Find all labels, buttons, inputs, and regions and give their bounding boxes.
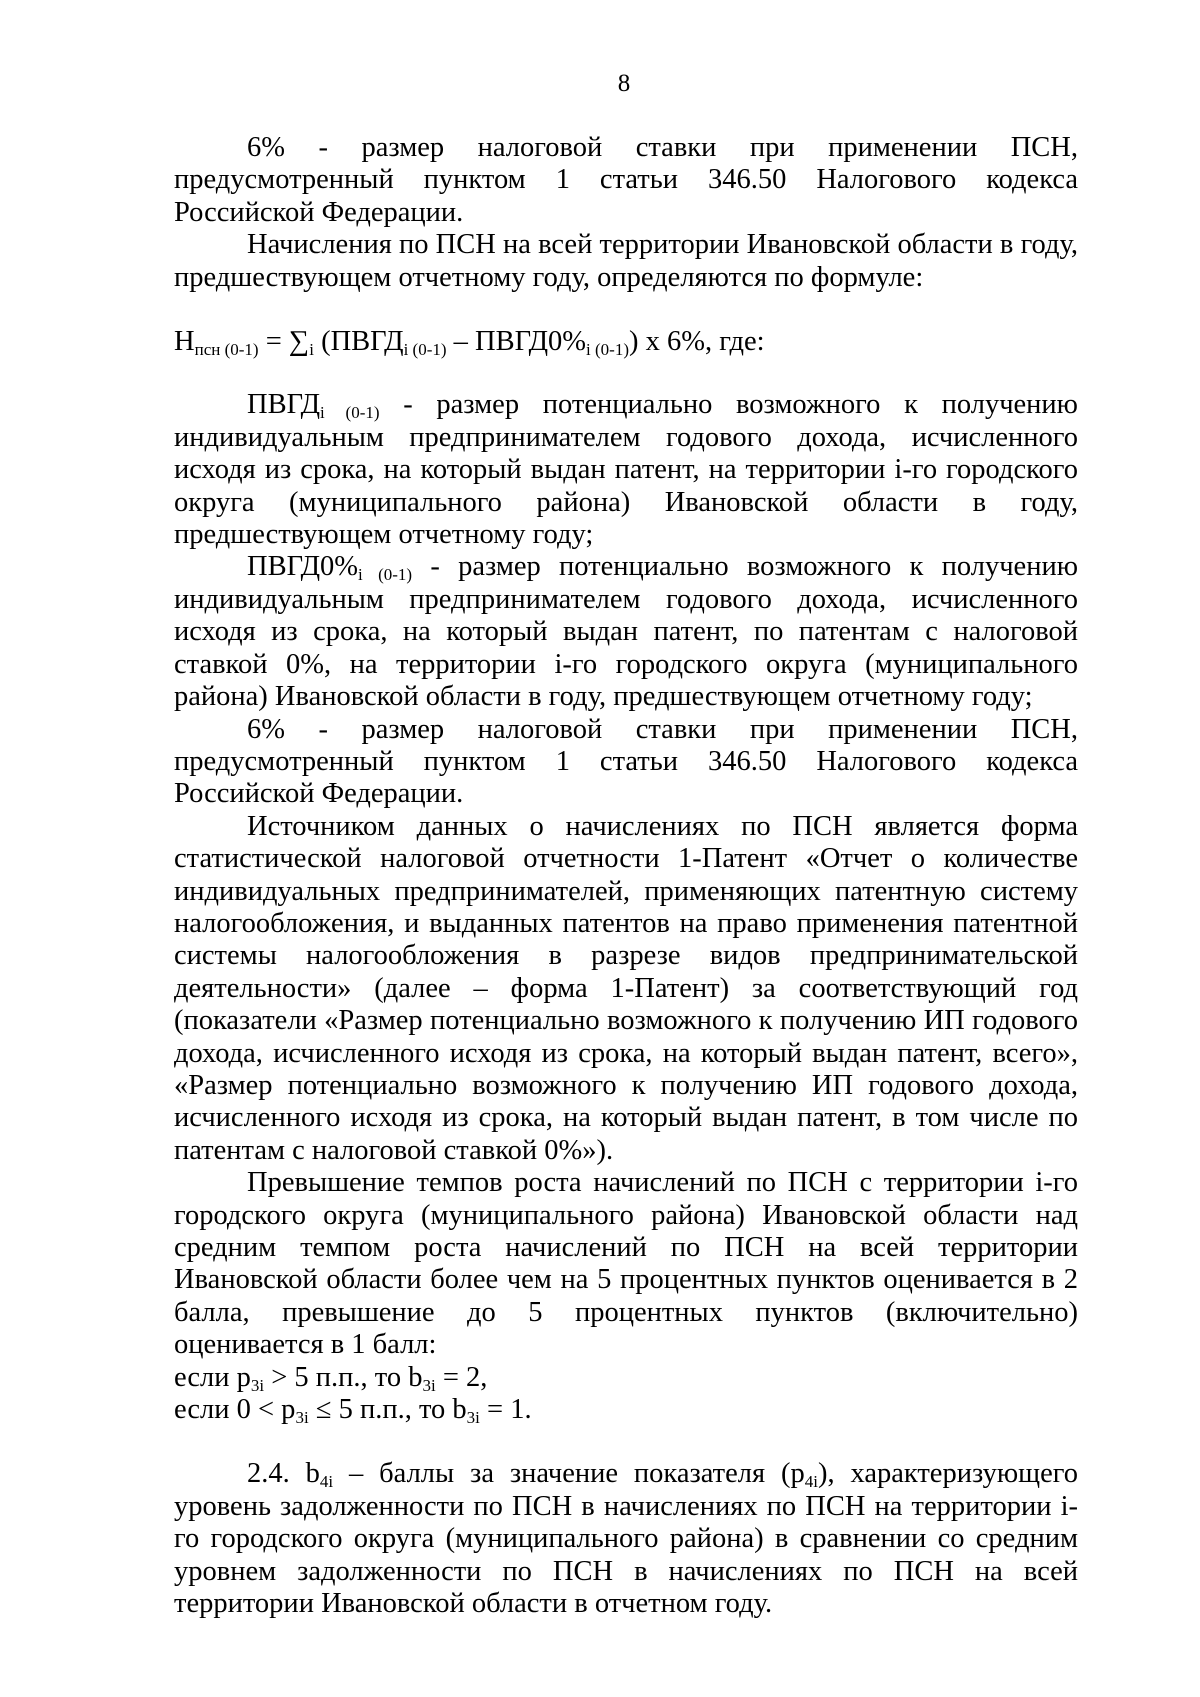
paragraph-data-source: Источником данных о начислениях по ПСН является форма статистической налоговой отчетности 1-Патент «Отчет о количестве индивидуальных предпринимателей, применяющих патентную систему налогообложения, и выданных патентов на право применения патентной системы налогообложения в разрезе видов предпринимательской деятельности» (далее – форма 1-Патент) за соответствующий год (показатели «Размер потенциально возможного к получению ИП годового дохода, исчисленного исходя из срока, на который выдан патент, всего», «Размер потенциально возможного к получению ИП годового дохода, исчисленного исходя из срока, на который выдан патент, в том числе по патентам с налоговой ставкой 0%»). bbox=[174, 810, 1078, 1166]
paragraph-accruals-intro: Начисления по ПСН на всей территории Ивановской области в году, предшествующем отчетному году, определяются по формуле: bbox=[174, 229, 1078, 293]
paragraph-tax-rate-1: 6% - размер налоговой ставки при применении ПСН, предусмотренный пунктом 1 статьи 346.50 Налогового кодекса Российской Федерации. bbox=[174, 132, 1078, 228]
paragraph-growth-scoring: Превышение темпов роста начислений по ПСН с территории i-го городского округа (муниципального района) Ивановской области над средним темпом роста начислений по ПСН на всей территории Ивановской области более чем на 5 процентных пунктов оценивается в 2 балла, превышение до 5 процентных пунктов (включительно) оценивается в 1 балл: bbox=[174, 1167, 1078, 1361]
definition-pvgd: $ПВГД_{i (0-1)}$ - размер потенциально возможного к получению индивидуальным предпринимателем годового дохода, исчисленного исходя из срока, на который выдан патент, на территории i-го городского округа (муниципального района) Ивановской области в году, предшествующем отчетному году; bbox=[174, 389, 1078, 551]
paragraph-section-2-4: 2.4. $b_{4i}$ – баллы за значение показателя $(p_{4i})$, характеризующего уровень задолженности по ПСН в начислениях по ПСН на территории i-го городского округа (муниципального района) в сравнении со средним уровнем задолженности по ПСН в начислениях по ПСН на всей территории Ивановской области в отчетном году. bbox=[174, 1458, 1078, 1620]
condition-score-1: если $0 < p_{3i} \le 5$ п.п., то $b_{3i} = 1$. bbox=[174, 1394, 532, 1428]
page-number: 8 bbox=[617, 70, 631, 97]
formula-accruals: $Н_{псн (0-1)} = \sum_i$ ($ПВГД_{i (0-1)}$ – $ПВГД0\%_{i (0-1)}$) х 6%, где: bbox=[174, 326, 765, 360]
condition-score-2: если $p_{3i} > 5$ п.п., то $b_{3i} = 2$, bbox=[174, 1361, 488, 1395]
document-body bbox=[174, 132, 1078, 1620]
definition-pvgd-zero: $ПВГД0\%_{i (0-1)}$ - размер потенциально возможного к получению индивидуальным предпринимателем годового дохода, исчисленного исходя из срока, на который выдан патент, по патентам с налоговой ставкой 0%, на территории i-го городского округа (муниципального района) Ивановской области в году, предшествующем отчетному году; bbox=[174, 551, 1078, 713]
paragraph-tax-rate-2: 6% - размер налоговой ставки при применении ПСН, предусмотренный пунктом 1 статьи 346.50 Налогового кодекса Российской Федерации. bbox=[174, 713, 1078, 810]
